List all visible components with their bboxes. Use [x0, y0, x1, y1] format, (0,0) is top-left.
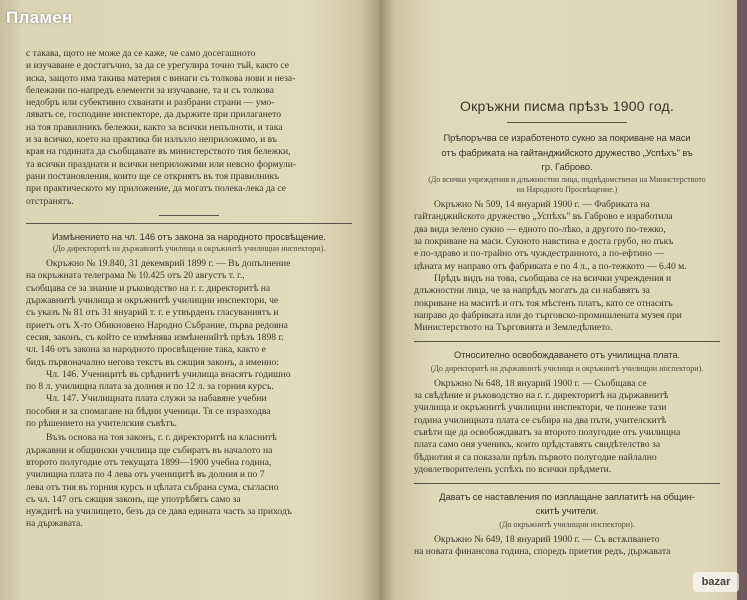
text-line: за покриване на маси. Сукното навстина е доста грубо, но пъкъ: [414, 236, 674, 248]
subheading-line: (До всички учреждения и длъжностни лица, подвѣдомствени на Министерството: [428, 175, 706, 185]
left-block-3: [26, 432, 352, 530]
section-subheading: [414, 175, 720, 195]
divider: [26, 223, 352, 224]
text-line: и за всичко, което на практика би излъзло неприложимо, и въ: [26, 134, 277, 146]
text-line: чл. 146 отъ закона за народното просвѣщение така, както е: [26, 344, 266, 356]
page-title: Окръжни писма прѣзъ 1900 год.: [460, 98, 674, 114]
text-line: недобръ или субективно схванати и разбрани страни — умо-: [26, 97, 275, 109]
text-line: отстранятъ.: [26, 195, 74, 207]
text-line: гайтанджийското дружество „Успѣхъ" въ Габрово е изработила: [414, 211, 673, 223]
divider: [159, 215, 219, 216]
text-line: с такава, щото не може да се каже, че само досегашното: [26, 48, 256, 59]
text-line: бидъ първоначално негова текстъ въ сжщия законъ, а именно:: [26, 356, 279, 368]
text-line: училищна плата по 4 лева отъ ученицитѣ въ долния и по 7: [26, 469, 265, 481]
text-line: Окръжно № 649, 18 януарий 1900 г. — Съ встѫпването: [434, 533, 660, 545]
text-line: съобщава се за знание и ръководство на г. г. директоритѣ на: [26, 282, 271, 294]
divider: [414, 483, 720, 484]
right-block-3: [414, 534, 720, 559]
text-line: съвѣти ще да освобождаватъ за второто полугодие отъ училищна: [414, 426, 681, 438]
text-line: плата само оня ученикъ, които прѣдставятъ свидѣтелство за: [414, 439, 661, 451]
text-line: година училищната плата се събира на два пъти, учителскитѣ: [414, 414, 667, 426]
text-line: края на годината да съобщавате въ министерството тия бележки,: [26, 146, 291, 158]
text-line: на новата финансова година, споредъ приетия редъ, държавата: [414, 546, 671, 558]
section-subheading: (До директоритѣ на държавнитѣ училища и окръжнитѣ училищни инспектори).: [430, 363, 704, 373]
text-line: второто полугодие отъ текущата 1899—1900 учебна година,: [26, 456, 272, 468]
text-line: сесия, законъ, съ който се измѣнява измѣненийтѣ прѣзъ 1898 г.: [26, 331, 284, 343]
text-line: направо до фабриката или до търговско-промишлената музея при: [414, 309, 682, 321]
section-heading-line: Прѣпоръчва се изработеното сукно за покриване на маси: [443, 132, 691, 144]
text-line: при практическото му приложение, да могатъ полека-лека да се: [26, 183, 287, 195]
text-line: длъжностни лица, че за напрѣдъ могатъ да си набавятъ за: [414, 285, 650, 297]
marketplace-logo: bazar: [693, 572, 739, 592]
section-subheading: (До окръжнитѣ училищни инспектори).: [499, 519, 635, 529]
text-line: нуждитѣ на училището, безъ да се дава едината часть за приходъ: [26, 506, 292, 518]
subheading-line: на Народното Просвѣщение.): [516, 185, 618, 195]
text-line: та всички празднати и всички неприложими или невсно формули-: [26, 158, 297, 170]
text-line: Окръжно № 648, 18 януарий 1900 г. — Съобщава се: [434, 377, 647, 389]
left-block-2: [26, 258, 352, 430]
section-heading-line: скитѣ учители.: [535, 505, 599, 517]
text-line: Окръжно № 509, 14 януарий 1900 г. — Фабриката на: [434, 199, 650, 211]
text-line: съ указъ № 81 отъ 31 януарий т. г. е утвърденъ гласуваниятъ и: [26, 307, 279, 319]
right-block-2: [414, 378, 720, 476]
text-line: училища и окръжнитѣ училищни инспектори, че понеже тази: [414, 402, 667, 414]
text-line: Министерството на Търговията и Земледѣлието.: [414, 322, 613, 334]
text-line: Чл. 146. Ученицитѣ въ срѣднитѣ училища внасятъ годишно: [46, 368, 291, 380]
text-line: удовлетворителенъ успѣхъ по всички прѣдмети.: [414, 463, 612, 475]
text-line: бележани по-напредъ елементи за изучаване, та и съ толкова: [26, 84, 274, 96]
text-line: ляватъ се, господине инспекторе, да държите при прилагането: [26, 109, 282, 121]
text-line: е по-здраво и по-трайно отъ чуждестранното, а по-ефтино —: [414, 248, 665, 260]
text-line: по 8 л. училищна плата за долния и по 12 л. за горния курсъ.: [26, 381, 274, 393]
text-line: покриване на маситѣ и отъ тоя мѣстенъ платъ, като се отнасятъ: [414, 297, 673, 309]
text-line: на окръжната телеграма № 10.425 отъ 20 августъ т. г.,: [26, 270, 245, 282]
text-line: два вида зелено сукно — едното по-лѣко, а другото по-тежко,: [414, 223, 666, 235]
text-line: цѣната му направо отъ фабриката е по 4 л., а по-тежкото — 6.40 м.: [414, 260, 687, 272]
seller-watermark: Пламен: [6, 8, 73, 27]
right-page: [380, 0, 742, 600]
text-line: държавни и общински училища ще събиратъ въ началото на: [26, 444, 273, 456]
text-line: по рѣшението на учителския съвѣтъ.: [26, 418, 177, 430]
text-line: за свѣдѣние и ръководство на г. г. директоритѣ на държавнитѣ: [414, 390, 669, 402]
divider: [414, 341, 720, 342]
text-line: бѣднотия и са показали прѣзъ първото полугодие найлално: [414, 451, 657, 463]
section-heading-line: отъ фабриката на гайтанджийското дружество „Успѣхъ" въ: [441, 146, 693, 158]
text-line: рани постановления, които ще се откриятъ въ тоя правилникъ: [26, 170, 280, 182]
section-heading: Относително освобождаването отъ училищна плата.: [454, 349, 680, 361]
section-heading-line: Даватъ се наставления по изплащане заплатитѣ на общин-: [439, 491, 695, 503]
text-line: Чл. 147. Училищната плата служи за набавяне учебни: [46, 393, 267, 405]
section-heading: Измѣнението на чл. 146 отъ закона за народното просвѣщение.: [52, 230, 326, 242]
page-edge: [737, 0, 742, 600]
text-line: държавнитѣ училища и окръжнитѣ училищни инспектори, че: [26, 295, 279, 307]
section-subheading: (До директоритѣ на държавнитѣ училища и окръжнитѣ училищни инспектори).: [52, 244, 326, 254]
text-line: пособия и за спомагане на бѣдни ученици. Тя се изразходва: [26, 405, 271, 417]
right-block-1: [414, 199, 720, 334]
text-line: и изучаване е достатъчно, за да се урегулира точно тъй, както се: [26, 60, 290, 72]
text-line: Възъ основа на тоя законъ, г. г. директоритѣ на класнитѣ: [46, 432, 277, 444]
text-line: Окръжно № 19.840, 31 декемврий 1899 г. — Въ допълнение: [46, 258, 291, 270]
text-line: на тоя правилникъ бележки, както за всички непълноти, и така: [26, 121, 283, 133]
text-line: съ чл. 147 отъ сжщия законъ, ще употрѣбятъ само за: [26, 493, 241, 505]
text-line: приетъ отъ X-то Обикновено Народно Събрание, първа редовна: [26, 319, 288, 331]
text-line: иска, защото има такива материя с винаги съ толкова нови и неза-: [26, 72, 296, 84]
text-line: Прѣдъ видъ на това, съобщава се на всички учреждения и: [434, 272, 672, 284]
text-line: лева отъ тия въ горния курсъ и цѣлата събрана сума, съгласно: [26, 481, 279, 493]
left-block-1: [26, 48, 352, 208]
section-heading-line: гр. Габрово.: [541, 160, 593, 172]
text-line: на държавата.: [26, 518, 83, 530]
divider: [507, 122, 627, 123]
